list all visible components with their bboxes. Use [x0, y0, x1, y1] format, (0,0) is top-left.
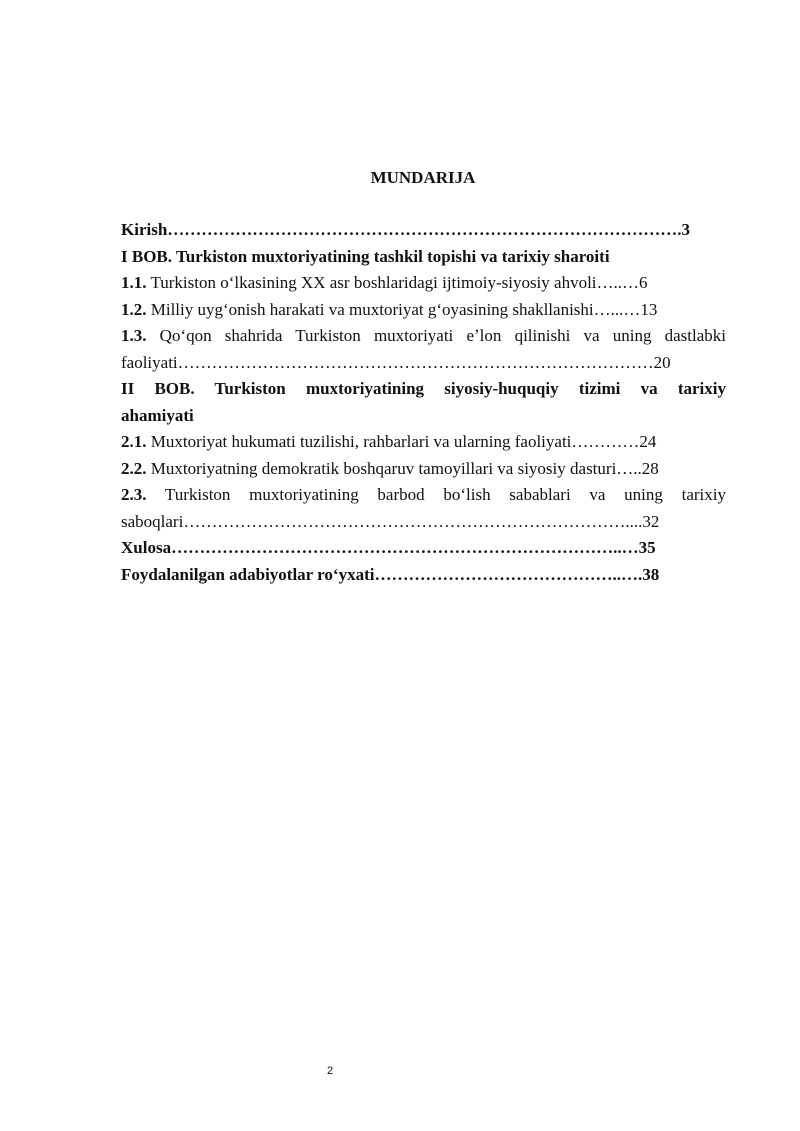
toc-entry-text: Muxtoriyat hukumati tuzilishi, rahbarlari va ularning faoliyati…………24	[146, 432, 657, 451]
toc-entry-number: 1.3.	[121, 326, 147, 345]
toc-entry-text: Turkiston oʻlkasining XX asr boshlaridagi ijtimoiy-siyosiy ahvoli…..…6	[146, 273, 648, 292]
toc-entry-2-1[interactable]	[121, 429, 726, 456]
toc-entry-text: Turkiston muxtoriyatining barbod boʻlish sabablari va uning tarixiy	[146, 485, 726, 504]
toc-entry-1-1[interactable]	[121, 270, 726, 297]
toc-entry-1-2[interactable]	[121, 297, 726, 324]
toc-chapter-1-heading[interactable]: I BOB. Turkiston muxtoriyatining tashkil topishi va tarixiy sharoiti	[121, 246, 610, 266]
toc-chapter-2-heading-continuation[interactable]: ahamiyati	[121, 405, 194, 425]
toc-entry-number: 2.1.	[121, 432, 147, 451]
toc-entry-text: Muxtoriyatning demokratik boshqaruv tamoyillari va siyosiy dasturi…..28	[146, 458, 659, 478]
toc-chapter-2-heading[interactable]: II BOB. Turkiston muxtoriyatining siyosiy-huquqiy tizimi va tarixiy	[121, 379, 726, 398]
toc-entry-number: 2.3.	[121, 485, 147, 504]
table-of-contents	[121, 217, 726, 588]
page-title: MUNDARIJA	[370, 168, 476, 187]
toc-entry-1-3-continuation[interactable]: faoliyati…………………………………………………………………………20	[121, 352, 671, 372]
toc-entry-kirish[interactable]: Kirish……………………………………………………………………………….3	[121, 220, 691, 239]
toc-entry-adabiyotlar[interactable]: Foydalanilgan adabiyotlar roʻyxati……………………………………..….38	[121, 564, 660, 584]
toc-entry-2-3-continuation[interactable]: saboqlari……………………………………………………………………....32	[121, 511, 660, 531]
page-number: 2	[326, 1065, 334, 1077]
toc-entry-number: 1.2.	[121, 299, 147, 319]
toc-entry-2-3[interactable]	[121, 482, 726, 509]
toc-entry-1-3[interactable]	[121, 323, 726, 350]
toc-entry-number: 1.1.	[121, 273, 147, 292]
toc-entry-text: Milliy uygʻonish harakati va muxtoriyat gʻoyasining shakllanishi…...…13	[146, 299, 658, 319]
toc-entry-2-2[interactable]	[121, 456, 726, 483]
toc-entry-xulosa[interactable]: Xulosa……………………………………………………………………..…35	[121, 538, 656, 557]
toc-entry-number: 2.2.	[121, 458, 147, 478]
toc-entry-text: Qoʻqon shahrida Turkiston muxtoriyati eʼlon qilinishi va uning dastlabki	[146, 326, 726, 345]
